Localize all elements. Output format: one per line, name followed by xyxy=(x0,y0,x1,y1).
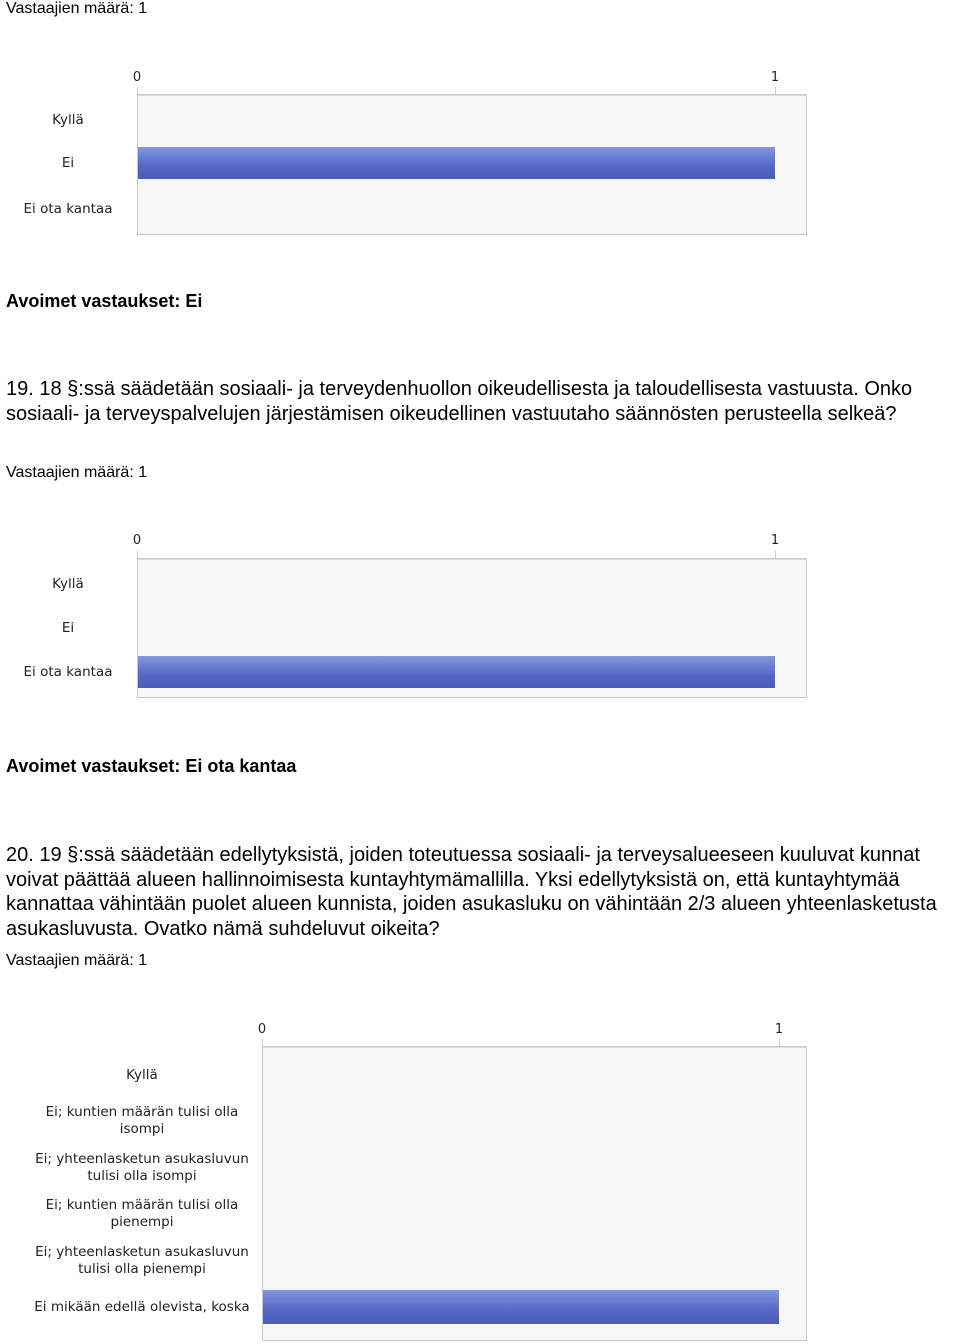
axis-tick-label: 1 xyxy=(770,533,780,548)
axis-tick-mark xyxy=(775,550,776,558)
category-label: Ei; kuntien määrän tulisi olla isompi xyxy=(45,1104,239,1137)
axis-tick-mark xyxy=(779,1039,780,1046)
category-label: Kyllä xyxy=(126,1066,158,1083)
bar xyxy=(263,1290,779,1324)
axis-tick-label: 0 xyxy=(132,70,142,85)
open-answers: Avoimet vastaukset: Ei xyxy=(6,291,203,311)
category-label: Ei; kuntien määrän tulisi olla pienempi xyxy=(45,1197,239,1230)
axis-tick-label: 1 xyxy=(770,70,780,85)
category-label: Ei mikään edellä olevista, koska xyxy=(34,1298,250,1315)
axis-tick-mark xyxy=(137,87,138,94)
category-label: Ei; yhteenlasketun asukasluvun tulisi olla isompi xyxy=(35,1151,249,1184)
category-label: Ei xyxy=(61,154,75,171)
respondent-count: Vastaajien määrä: 1 xyxy=(6,952,148,969)
axis-tick-mark xyxy=(262,1039,263,1046)
axis-tick-label: 1 xyxy=(774,1022,784,1037)
category-label: Ei ota kantaa xyxy=(23,200,113,217)
axis-tick-label: 0 xyxy=(132,533,142,548)
category-label: Kyllä xyxy=(52,111,84,128)
category-label: Ei; yhteenlasketun asukasluvun tulisi olla pienempi xyxy=(35,1244,249,1277)
question-20: 20. 19 §:ssä säädetään edellytyksistä, joiden toteutuessa sosiaali- ja terveysalueeseen kuuluvat kunnat voivat päättää alueen hallinnoimisesta kuntayhtymämallilla. Yksi edellytyksistä on, että kuntayhtymää kannattaa vähintään puolet alueen kunnista, joiden asukasluku on vähintään 2/3 alueen yhteenlasketusta asukasluvusta. Ovatko nämä suhdeluvut oikeita? xyxy=(6,844,937,940)
category-label: Ei ota kantaa xyxy=(23,663,113,680)
category-label: Kyllä xyxy=(52,575,84,592)
bar xyxy=(138,656,775,688)
open-answers: Avoimet vastaukset: Ei ota kantaa xyxy=(6,756,297,776)
category-label: Ei xyxy=(61,619,75,636)
axis-tick-mark xyxy=(137,550,138,558)
axis-tick-mark xyxy=(775,87,776,94)
question-19: 19. 18 §:ssä säädetään sosiaali- ja terveydenhuollon oikeudellisesta ja taloudellisesta vastuusta. Onko sosiaali- ja terveyspalvelujen järjestämisen oikeudellinen vastuutaho säännösten perusteella selkeä? xyxy=(6,378,913,425)
respondent-count: Vastaajien määrä: 1 xyxy=(6,464,148,481)
bar xyxy=(138,147,775,179)
respondent-count: Vastaajien määrä: 1 xyxy=(6,0,148,17)
axis-tick-label: 0 xyxy=(257,1022,267,1037)
